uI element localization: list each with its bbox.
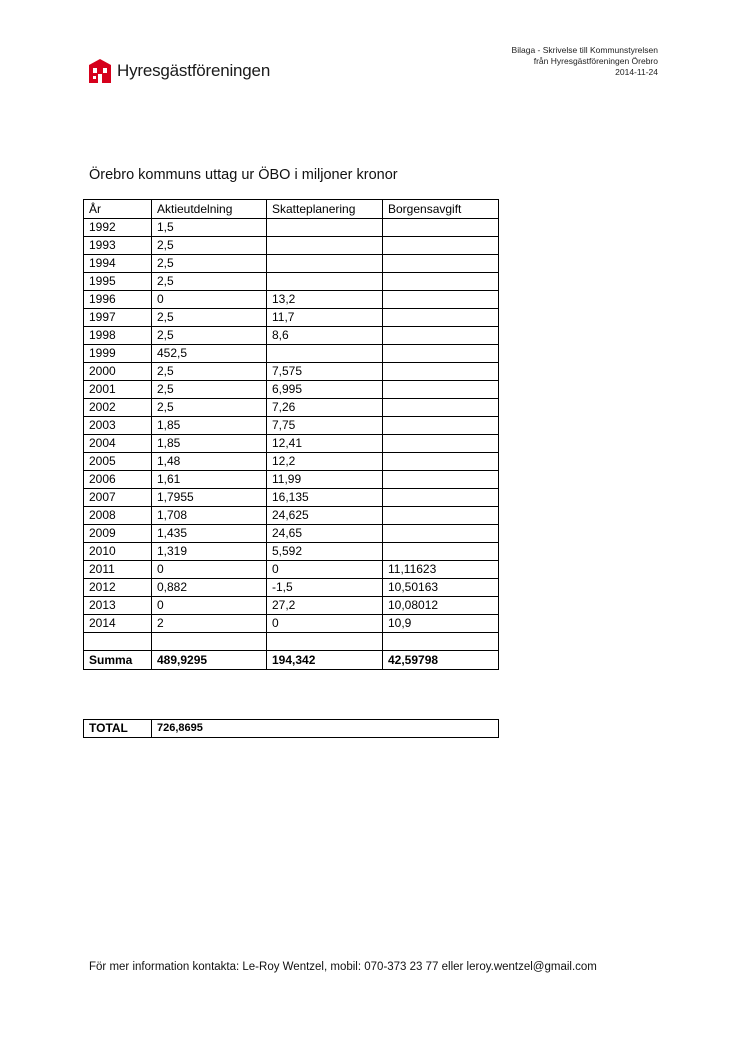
- table-cell: 1,85: [152, 417, 267, 435]
- table-cell: [267, 237, 383, 255]
- table-cell: -1,5: [267, 579, 383, 597]
- table-cell: [267, 219, 383, 237]
- table-cell: 0: [267, 615, 383, 633]
- table-cell: [383, 435, 499, 453]
- table-cell: 5,592: [267, 543, 383, 561]
- document-meta: [512, 45, 658, 78]
- sum-cell: 489,9295: [152, 651, 267, 670]
- table-cell: [267, 255, 383, 273]
- table-cell: 0: [152, 597, 267, 615]
- table-cell: 1994: [84, 255, 152, 273]
- table-row: [84, 507, 499, 525]
- table-cell: 1999: [84, 345, 152, 363]
- table-cell: [383, 489, 499, 507]
- table-cell: 452,5: [152, 345, 267, 363]
- column-header: Borgensavgift: [383, 200, 499, 219]
- house-logo-icon: [89, 59, 111, 83]
- table-cell: [383, 633, 499, 651]
- table-row: [84, 381, 499, 399]
- table-row: [84, 543, 499, 561]
- logo-text: Hyresgästföreningen: [117, 61, 271, 80]
- table-cell: 1992: [84, 219, 152, 237]
- table-cell: 2000: [84, 363, 152, 381]
- table-cell: 2,5: [152, 381, 267, 399]
- sum-label: Summa: [84, 651, 152, 670]
- table-cell: 2,5: [152, 327, 267, 345]
- table-row: [84, 579, 499, 597]
- table-cell: 10,50163: [383, 579, 499, 597]
- table-row: [84, 399, 499, 417]
- table-row: [84, 291, 499, 309]
- table-cell: 2009: [84, 525, 152, 543]
- meta-sender-line: från Hyresgästföreningen Örebro: [533, 56, 658, 66]
- table-cell: 1996: [84, 291, 152, 309]
- contact-footer: För mer information kontakta: Le-Roy Wentzel, mobil: 070-373 23 77 eller leroy.wentzel@gmail.com: [89, 961, 597, 973]
- column-header: Aktieutdelning: [152, 200, 267, 219]
- table-cell: 2011: [84, 561, 152, 579]
- table-row: [84, 237, 499, 255]
- total-row: [84, 720, 499, 738]
- table-cell: 2,5: [152, 255, 267, 273]
- table-cell: [383, 381, 499, 399]
- table-cell: 1998: [84, 327, 152, 345]
- table-cell: 1993: [84, 237, 152, 255]
- table-row: [84, 525, 499, 543]
- table-row: [84, 309, 499, 327]
- table-cell: [383, 309, 499, 327]
- table-cell: [383, 327, 499, 345]
- table-cell: [383, 399, 499, 417]
- table-cell: 2013: [84, 597, 152, 615]
- table-cell: 7,26: [267, 399, 383, 417]
- table-row: [84, 435, 499, 453]
- table-cell: 11,99: [267, 471, 383, 489]
- table-cell: 16,135: [267, 489, 383, 507]
- table-cell: [383, 507, 499, 525]
- table-cell: 2,5: [152, 363, 267, 381]
- table-cell: 1,5: [152, 219, 267, 237]
- table-cell: 1995: [84, 273, 152, 291]
- table-cell: 24,65: [267, 525, 383, 543]
- table-cell: 11,7: [267, 309, 383, 327]
- sum-row: [84, 651, 499, 670]
- sum-cell: 194,342: [267, 651, 383, 670]
- table-cell: 1997: [84, 309, 152, 327]
- table-cell: 2003: [84, 417, 152, 435]
- table-cell: 1,48: [152, 453, 267, 471]
- table-cell: [383, 363, 499, 381]
- table-row: [84, 471, 499, 489]
- table-cell: 0: [152, 291, 267, 309]
- table-cell: 10,08012: [383, 597, 499, 615]
- table-cell: [383, 543, 499, 561]
- table-cell: 0,882: [152, 579, 267, 597]
- table-cell: [383, 219, 499, 237]
- table-row: [84, 561, 499, 579]
- table-row: [84, 417, 499, 435]
- sum-cell: 42,59798: [383, 651, 499, 670]
- table-cell: 1,61: [152, 471, 267, 489]
- table-cell: [383, 453, 499, 471]
- table-cell: 2007: [84, 489, 152, 507]
- table-cell: [267, 345, 383, 363]
- table-cell: 1,85: [152, 435, 267, 453]
- table-cell: 1,7955: [152, 489, 267, 507]
- table-row: [84, 633, 499, 651]
- table-row: [84, 453, 499, 471]
- total-value: 726,8695: [152, 720, 499, 738]
- table-cell: [267, 273, 383, 291]
- table-cell: [383, 471, 499, 489]
- withdrawals-table: [83, 199, 499, 670]
- table-cell: 2002: [84, 399, 152, 417]
- table-cell: [383, 237, 499, 255]
- table-cell: [383, 291, 499, 309]
- table-cell: 0: [152, 561, 267, 579]
- column-header: Skatteplanering: [267, 200, 383, 219]
- table-cell: 2014: [84, 615, 152, 633]
- table-row: [84, 219, 499, 237]
- table-cell: 2,5: [152, 273, 267, 291]
- table-row: [84, 327, 499, 345]
- table-row: [84, 273, 499, 291]
- table-cell: 7,575: [267, 363, 383, 381]
- table-cell: [383, 345, 499, 363]
- table-cell: 7,75: [267, 417, 383, 435]
- table-cell: 2004: [84, 435, 152, 453]
- table-row: [84, 363, 499, 381]
- table-cell: 2006: [84, 471, 152, 489]
- total-table: [83, 719, 499, 738]
- table-header-row: [84, 200, 499, 219]
- table-cell: 1,319: [152, 543, 267, 561]
- table-cell: 1,708: [152, 507, 267, 525]
- table-cell: [383, 525, 499, 543]
- table-row: [84, 489, 499, 507]
- table-cell: [267, 633, 383, 651]
- table-cell: [84, 633, 152, 651]
- table-cell: 13,2: [267, 291, 383, 309]
- table-cell: 24,625: [267, 507, 383, 525]
- table-cell: 2: [152, 615, 267, 633]
- table-cell: 12,41: [267, 435, 383, 453]
- table-cell: 8,6: [267, 327, 383, 345]
- table-cell: 6,995: [267, 381, 383, 399]
- table-cell: [383, 417, 499, 435]
- table-cell: 2012: [84, 579, 152, 597]
- table-cell: 2010: [84, 543, 152, 561]
- table-cell: 2008: [84, 507, 152, 525]
- table-cell: 2001: [84, 381, 152, 399]
- table-row: [84, 597, 499, 615]
- table-cell: 10,9: [383, 615, 499, 633]
- table-cell: 2005: [84, 453, 152, 471]
- table-cell: [383, 273, 499, 291]
- table-cell: 12,2: [267, 453, 383, 471]
- table-cell: 11,11623: [383, 561, 499, 579]
- table-cell: 1,435: [152, 525, 267, 543]
- table-cell: 0: [267, 561, 383, 579]
- table-cell: 27,2: [267, 597, 383, 615]
- table-cell: 2,5: [152, 237, 267, 255]
- total-label: TOTAL: [84, 720, 152, 738]
- table-cell: [152, 633, 267, 651]
- meta-date: 2014-11-24: [615, 67, 658, 77]
- table-row: [84, 345, 499, 363]
- column-header: År: [84, 200, 152, 219]
- page-title: Örebro kommuns uttag ur ÖBO i miljoner kronor: [89, 167, 398, 183]
- table-row: [84, 615, 499, 633]
- meta-attachment-line: Bilaga - Skrivelse till Kommunstyrelsen: [511, 45, 658, 55]
- table-cell: [383, 255, 499, 273]
- organization-logo: [89, 58, 270, 84]
- table-row: [84, 255, 499, 273]
- table-cell: 2,5: [152, 399, 267, 417]
- table-cell: 2,5: [152, 309, 267, 327]
